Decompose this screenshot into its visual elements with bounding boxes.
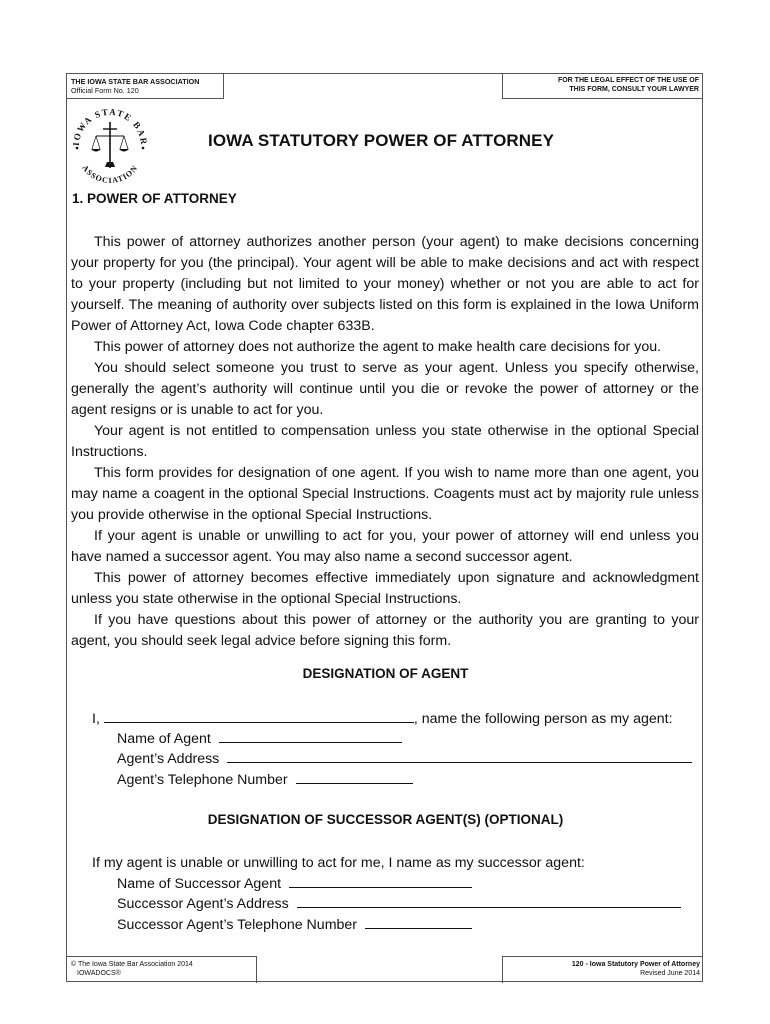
agent-address-field[interactable] [227,748,692,763]
agent-name-label: Name of Agent [117,731,211,747]
successor-phone-label: Successor Agent’s Telephone Number [117,917,358,933]
agent-name-line [117,728,402,749]
header-notice-box [502,74,702,99]
header-notice-line2: THIS FORM, CONSULT YOUR LAWYER [569,86,699,93]
instruction-paragraph: This power of attorney becomes effective immediately upon signature and acknowledgment unless you state otherwise in the optional Special Instructions. [71,570,699,607]
successor-name-label: Name of Successor Agent [117,876,282,892]
agent-phone-label: Agent’s Telephone Number [117,772,288,788]
principal-name-field[interactable] [104,708,414,723]
header-form-number: Official Form No. 120 [71,86,139,95]
successor-phone-field[interactable] [365,914,472,929]
header-org-box [67,74,224,99]
successor-phone-line [117,914,472,935]
agent-phone-field[interactable] [296,769,413,784]
instruction-paragraph: Your agent is not entitled to compensation unless you state otherwise in the optional Special Instructions. [71,423,699,460]
seal-bottom-text: ASSOCIATION [80,163,140,184]
footer-form-title: 120 - Iowa Statutory Power of Attorney [571,961,700,968]
successor-name-field[interactable] [289,873,472,888]
form-page [66,73,703,982]
footer-system: IOWADOCS® [77,970,121,977]
agent-address-line [117,748,692,769]
bar-association-seal-icon [69,102,151,184]
agent-address-label: Agent’s Address [117,751,220,767]
successor-intro: If my agent is unable or unwilling to act for me, I name as my successor agent: [92,855,585,871]
successor-address-field[interactable] [297,893,681,908]
principal-name-line [92,708,673,729]
instruction-paragraph: You should select someone you trust to serve as your agent. Unless you specify otherwise, generally the agent’s authority will continue until you die or revoke the power of attorney or the agent resigns or is unable to act for you. [71,360,699,418]
footer-copyright-box [67,956,257,983]
section-heading-power-of-attorney: 1. POWER OF ATTORNEY [72,191,237,206]
successor-address-label: Successor Agent’s Address [117,896,289,912]
instruction-paragraph: This power of attorney authorizes another person (your agent) to make decisions concerning your property for you (the principal). Your agent will be able to make decisions and act with respect to your property (including but not limited to your money) whether or not you are able to act for yourself. The meaning of authority over subjects listed on this form is explained in the Iowa Uniform Power of Attorney Act, Iowa Code chapter 633B. [71,234,699,334]
instruction-paragraph: This form provides for designation of one agent. If you wish to name more than one agent, you may name a coagent in the optional Special Instructions. Coagents must act by majority rule unless you provide otherwise in the optional Special Instructions. [71,465,699,523]
principal-prefix: I, [92,711,100,727]
header-notice-line1: FOR THE LEGAL EFFECT OF THE USE OF [557,77,699,84]
agent-name-field[interactable] [219,728,402,743]
footer-form-box [502,956,702,983]
form-title: IOWA STATUTORY POWER OF ATTORNEY [208,131,555,150]
header-org: THE IOWA STATE BAR ASSOCIATION [71,77,200,86]
instructions-body [71,232,699,652]
designation-of-agent-heading: DESIGNATION OF AGENT [302,666,469,681]
footer-copyright: © The Iowa State Bar Association 2014 [71,961,193,968]
footer-revised: Revised June 2014 [640,970,700,977]
instruction-paragraph: This power of attorney does not authorize the agent to make health care decisions for you. [94,339,662,355]
seal-top-text: IOWA STATE BAR [70,106,150,147]
successor-agent-heading: DESIGNATION OF SUCCESSOR AGENT(S) (OPTIONAL) [207,812,564,827]
successor-address-line [117,893,681,914]
successor-name-line [117,873,472,894]
instruction-paragraph: If your agent is unable or unwilling to act for you, your power of attorney will end unless you have named a successor agent. You may also name a second successor agent. [71,528,699,565]
principal-suffix: , name the following person as my agent: [413,711,673,727]
agent-phone-line [117,769,413,790]
instruction-paragraph: If you have questions about this power of attorney or the authority you are granting to your agent, you should seek legal advice before signing this form. [71,612,699,649]
